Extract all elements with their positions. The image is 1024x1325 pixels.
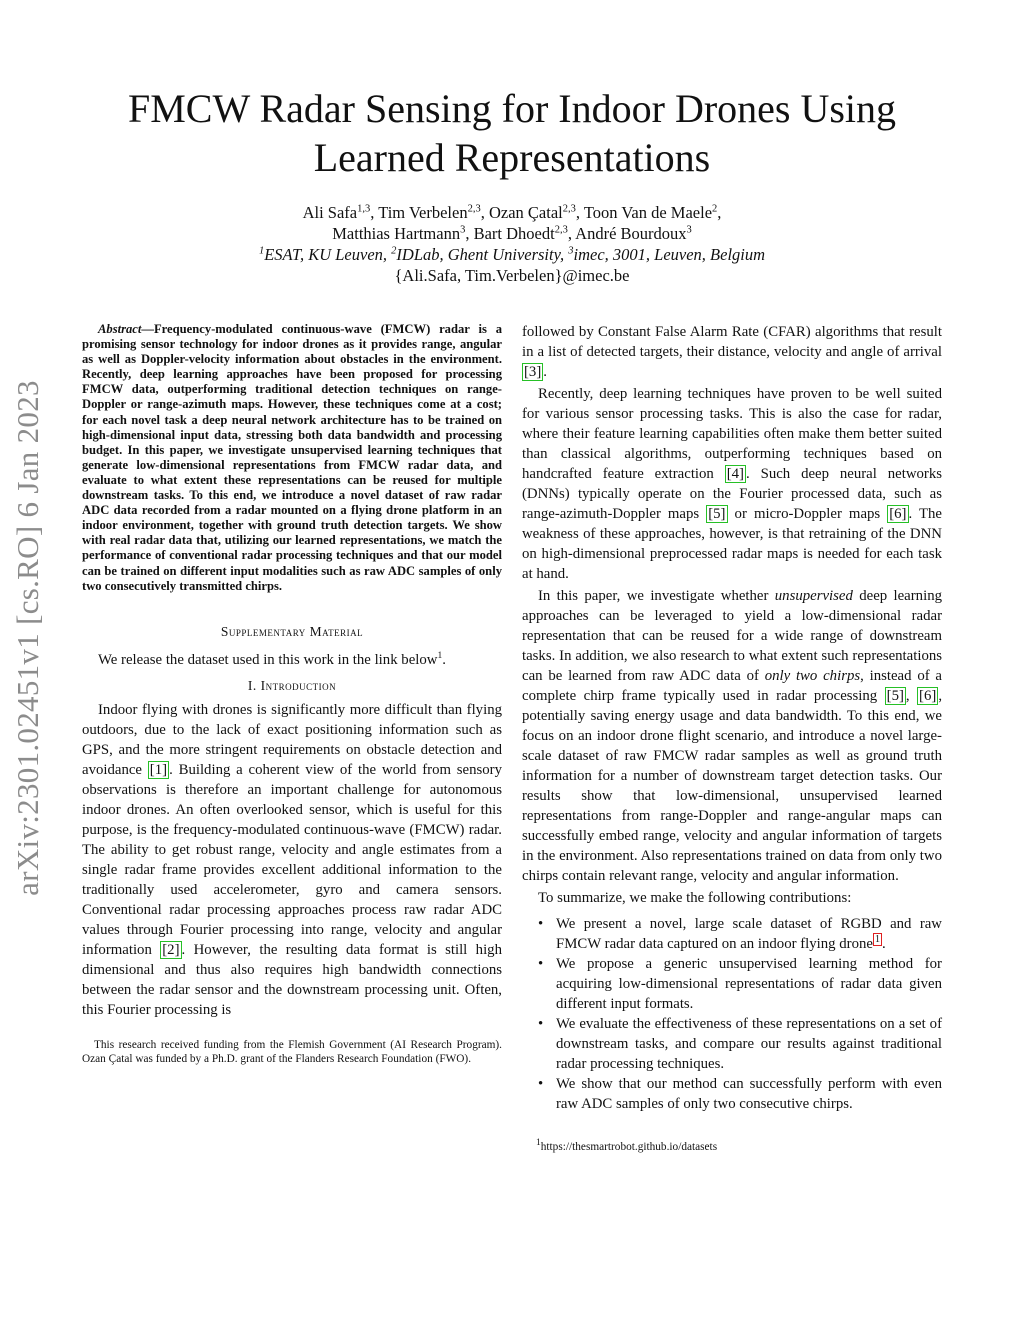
- bullet-icon: •: [538, 956, 544, 972]
- list-item: • We evaluate the effectiveness of these representations on a set of downstream tasks, and compare our results against traditional radar processing techniques.: [538, 1016, 942, 1072]
- author-name: Matthias Hartmann: [332, 224, 461, 243]
- author-name: Tim Verbelen: [378, 203, 468, 222]
- funding-footnote: This research received funding from the Flemish Government (AI Research Program). Ozan Çatal was funded by a Ph.D. grant of the Flanders Research Foundation (FWO).: [82, 1038, 502, 1066]
- abstract-label: Abstract: [98, 322, 142, 336]
- author-line-2: Matthias Hartmann$^3$, Bart Dhoedt$^{2,3}$, André Bourdoux$^3$: [332, 224, 692, 243]
- citation-link[interactable]: [5]: [708, 506, 726, 522]
- intro-paragraph-3: In this paper, we investigate whether unsupervised deep learning approaches can be leveraged to yield a low-dimensional radar representation that can be reused for a wide range of downstream tasks. In addition, we also research to what extent such representations can be learned from raw ADC data of only two chirps, instead of a complete chirp frame typically used in radar processing [5] , [6] , potentially saving energy usage and data bandwidth. To this end, we focus on an indoor drone flight scenario, and introduce a novel large-scale dataset of raw FMCW radar samples as well as ground truth information for a number of downstream target detection tasks. Our results show that low-dimensional, unsupervised learned representations from range-Doppler and range-angular maps can successfully embed range, velocity and angular information of targets in the environment. Also representations trained on data from only two chirps contain relevant range, velocity and angular information.: [522, 588, 943, 884]
- footnote-link[interactable]: 1: [874, 934, 880, 946]
- right-column: [522, 322, 942, 1154]
- bullet-icon: •: [538, 1076, 544, 1092]
- abstract-text: Frequency-modulated continuous-wave (FMCW) radar is a promising sensor technology for indoor drones as it provides range, angular as well as Doppler-velocity information about obstacles in the environment. Recently, deep learning approaches have been proposed for processing FMCW data, outperforming traditional detection techniques on range-Doppler or range-azimuth maps. However, these techniques come at a cost; for each novel task a deep neural network architecture has to be trained on high-dimensional input data, stressing both data bandwidth and processing budget. In this paper, we investigate unsupervised learning techniques that generate low-dimensional representations from FMCW radar data, and evaluate to what extent these representations can be reused for multiple downstream tasks. To this end, we introduce a novel dataset of raw radar ADC data recorded from a radar mounted on a flying drone platform in an indoor environment, together with ground truth detection targets. We show with real radar data that, utilizing our learned representations, we match the performance of conventional radar processing techniques and that our model can be trained on different input modalities such as raw ADC samples of only two consecutively transmitted chirps.: [82, 322, 502, 593]
- citation-link[interactable]: [6]: [889, 506, 907, 522]
- dataset-footnote: $^1$https://thesmartrobot.github.io/datasets: [536, 1138, 718, 1153]
- arxiv-stamp: arXiv:2301.02451v1 [cs.RO] 6 Jan 2023: [10, 380, 45, 896]
- supplementary-text: We release the dataset used in this work in the link below$^1$.: [98, 650, 446, 668]
- intro-paragraph-4: To summarize, we make the following contributions:: [538, 890, 852, 906]
- author-affiliation: 3: [460, 224, 466, 236]
- citation-link[interactable]: [2]: [162, 941, 180, 958]
- author-emails: {Ali.Safa, Tim.Verbelen}@imec.be: [394, 266, 630, 285]
- author-affiliation: 2,3: [562, 203, 576, 215]
- author-name: Ozan Çatal: [488, 203, 563, 222]
- affiliation-1: ESAT, KU Leuven,: [264, 245, 388, 264]
- list-item: • We show that our method can successfully perform with even raw ADC samples of only two consecutive chirps.: [538, 1076, 942, 1112]
- abstract: Abstract—Frequency-modulated continuous-wave (FMCW) radar is a promising sensor technology for indoor drones as it provides range, angular as well as Doppler-velocity information about obstacles in the environment. Recently, deep learning approaches have been proposed for processing FMCW data, outperforming traditional detection techniques on range-Doppler or range-azimuth maps. However, these techniques come at a cost; for each novel task a deep neural network architecture has to be trained on high-dimensional input data, stressing both data bandwidth and processing budget. In this paper, we investigate unsupervised learning techniques that generate low-dimensional representations from FMCW radar data, and evaluate to what extent these representations can be reused for multiple downstream tasks. To this end, we introduce a novel dataset of raw radar ADC data recorded from a radar mounted on a flying drone platform in an indoor environment, together with ground truth detection targets. We show with real radar data that, utilizing our learned representations, we match the performance of conventional radar processing techniques and that our model can be trained on different input modalities such as raw ADC samples of only two consecutively transmitted chirps.: [82, 322, 502, 593]
- supplementary-heading: Supplementary Material: [220, 623, 364, 639]
- intro-paragraph-1: Indoor flying with drones is significantly more difficult than flying outdoors, due to the lack of exact positioning information such as GPS, and the more stringent requirements on obstacle detection and avoidance [1] . Building a coherent view of the world from sensory observations is therefore an important challenge for autonomous indoor drones. An often overlooked sensor, which is useful for this purpose, is the frequency-modulated continuous-wave (FMCW) radar. The ability to get robust range, velocity and angle estimates from a single radar frame provides excellent additional information to the traditionally used accelerometer, gyro and camera sensors. Conventional radar processing approaches process raw radar ADC values through Fourier processing into range, velocity and angular information [2] . However, the resulting data format is still high dimensional and thus also requires high bandwidth connections between the radar sensor and the downstream processing unit. Often, this Fourier processing is: [82, 701, 502, 1018]
- author-name: Bart Dhoedt: [473, 224, 555, 243]
- contributions-list: [522, 914, 942, 1114]
- affiliation-3: imec, 3001, Leuven, Belgium: [573, 245, 766, 264]
- title-line-1: FMCW Radar Sensing for Indoor Drones Using: [127, 86, 897, 131]
- author-name: André Bourdoux: [575, 224, 687, 243]
- affiliation-2: IDLab, Ghent University,: [396, 245, 565, 264]
- title-line-2: Learned Representations: [313, 135, 711, 180]
- citation-link[interactable]: [5]: [886, 688, 904, 704]
- list-item: • We present a novel, large scale dataset of RGBD and raw FMCW radar data captured on an indoor flying drone $^1$ .: [538, 916, 942, 952]
- author-affiliation: 2: [712, 203, 718, 215]
- citation-link[interactable]: [4]: [726, 466, 744, 482]
- bullet-icon: •: [538, 916, 544, 932]
- intro-paragraph-2: Recently, deep learning techniques have proven to be well suited for various sensor processing tasks. This is also the case for radar, where their feature learning capabilities often make them better suited than classical algorithms, outperforming techniques based on handcrafted feature extraction [4] . Such deep neural networks (DNNs) typically operate on the Fourier processed data, such as range-azimuth-Doppler maps [5] or micro-Doppler maps [6] . The weakness of these approaches, however, is that retraining of the DNN on high-dimensional preprocessed radar maps is needed for each task at hand.: [522, 386, 942, 582]
- introduction-heading: I. Introduction: [247, 677, 337, 693]
- citation-link[interactable]: [6]: [919, 688, 937, 704]
- left-column: [82, 322, 502, 1067]
- citation-link[interactable]: [3]: [524, 364, 542, 380]
- author-line-1: Ali Safa$^{1,3}$, Tim Verbelen$^{2,3}$, Ozan Çatal$^{2,3}$, Toon Van de Maele$^2$,: [302, 203, 722, 222]
- author-affiliation: 3: [686, 224, 692, 236]
- author-affiliation: 2,3: [554, 224, 568, 236]
- bullet-icon: •: [538, 1016, 544, 1032]
- paper-title: [80, 84, 944, 182]
- intro-paragraph-1-continued: followed by Constant False Alarm Rate (CFAR) algorithms that result in a list of detected targets, their distance, velocity and angle of arrival [3] .: [522, 324, 942, 380]
- author-name: Toon Van de Maele: [583, 203, 713, 222]
- list-item: • We propose a generic unsupervised learning method for acquiring low-dimensional representations of radar data given different input formats.: [538, 956, 942, 1012]
- citation-link[interactable]: [1]: [149, 761, 168, 778]
- author-block: [120, 202, 904, 286]
- author-affiliation: 1,3: [357, 203, 371, 215]
- author-name: Ali Safa: [302, 203, 358, 222]
- author-affiliation: 2,3: [467, 203, 481, 215]
- dataset-url[interactable]: https://thesmartrobot.github.io/datasets: [540, 1140, 718, 1153]
- affiliations: $^1$ESAT, KU Leuven, $^2$IDLab, Ghent University, $^3$imec, 3001, Leuven, Belgium: [258, 245, 766, 264]
